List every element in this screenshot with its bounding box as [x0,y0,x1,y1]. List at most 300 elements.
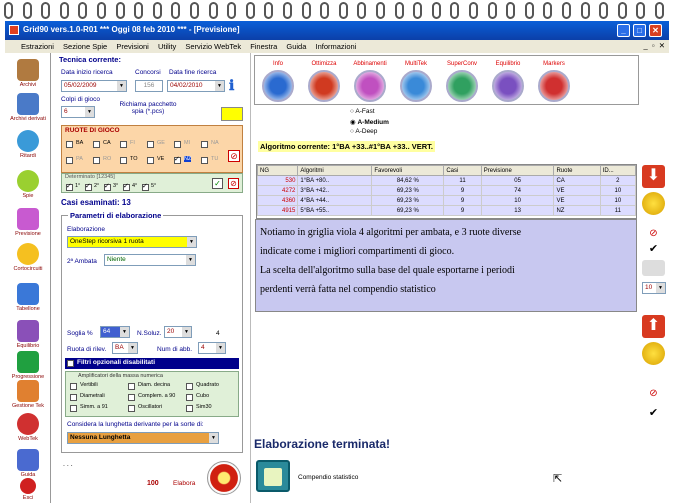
minimize-button[interactable]: _ [617,24,630,37]
archive-icon [17,93,39,115]
determinato-label-item: 4° [132,183,138,189]
spia-color-box[interactable] [221,107,243,121]
spiral-ring [506,2,515,19]
spiral-ring [562,2,571,19]
spiral-ring [599,2,608,19]
ruota-checkbox-ba[interactable] [66,141,73,148]
menu-previsioni[interactable]: Previsioni [116,42,149,51]
menu-guida[interactable]: Guida [286,42,307,51]
sidebar-label: Ritardi [20,153,36,159]
spiral-ring [78,2,87,19]
tool-markers[interactable] [532,61,576,102]
grid-column-header[interactable]: Previsione [481,166,554,176]
spiral-ring [264,2,273,19]
amplificatore-checkbox[interactable] [70,405,77,412]
tool-info[interactable] [256,61,300,102]
spiral-ring [302,2,311,19]
grid-cell: 05 [481,176,554,186]
spiral-ring [432,2,441,19]
ruota-label: MI [184,140,191,146]
data-fine-value: 04/02/2010 [170,82,203,89]
confirm-icon-2[interactable]: ✔ [648,407,659,419]
ambata2-value: Niente [107,256,126,263]
exit-icon [20,478,36,494]
sidebar-item-webtek[interactable] [8,413,48,442]
grid-cell: 69,23 % [372,206,444,216]
filtri-checkbox[interactable] [67,360,74,367]
title-bar [5,21,669,40]
spiral-ring [413,2,422,19]
determinato-panel [61,173,243,193]
ruote-title: RUOTE DI GIOCO [65,127,120,134]
tool-label: Info [272,61,283,67]
spiral-ring [134,2,143,19]
mode-label: A-Fast [355,108,375,115]
determinato-label-item: 5° [151,183,157,189]
amplificatore-label: Diametrali [80,393,105,399]
tool-label: Markers [543,61,565,67]
app-icon [9,25,19,35]
table-row[interactable] [258,186,636,196]
amplificatore-checkbox[interactable] [128,383,135,390]
spiral-ring [357,2,366,19]
amplificatore-label: Cubo [196,393,210,399]
sidebar-label: WebTek [18,436,38,442]
sidebar-item-ritardi[interactable] [8,130,48,159]
spiral-ring [60,2,69,19]
ruota-checkbox-nz[interactable] [174,157,181,164]
elaborazione-value: OneStep ricorsiva 1 ruota [70,238,144,245]
grid-cell: 3°BA +42.. [298,186,372,196]
sidebar-label: Cortocircuiti [13,266,43,272]
tool-abbinamenti[interactable] [348,61,392,102]
ruota-checkbox-fi[interactable] [120,141,127,148]
tool-label: MultiTek [404,61,427,67]
sidebar-item-esci[interactable] [8,478,48,501]
ruota-checkbox-ro[interactable] [93,157,100,164]
data-inizio-value: 05/02/2009 [64,82,97,89]
right-select[interactable] [642,282,666,294]
save-jar-icon[interactable] [642,192,665,215]
grid-cell: VE [554,196,600,206]
sidebar-item-guida[interactable] [8,449,48,478]
mode-label: A-Deep [355,128,378,135]
superconv-icon [446,70,478,102]
dots: . . . [63,461,73,468]
compendio-button[interactable] [256,460,290,492]
ruota-rilev-label: Ruota di rilev. [67,346,107,353]
soglia-select[interactable] [100,326,130,338]
sidebar-item-tabellone[interactable] [8,283,48,312]
web-icon [17,413,39,435]
algoritmo-corrente: Algoritmo corrente: 1°BA +33..#1°BA +33.. VERT. [260,142,433,151]
scales-icon [17,320,39,342]
spiral-ring [636,2,645,19]
spiral-ring [246,2,255,19]
nsoluz-select[interactable] [164,326,192,338]
amplificatori-checkboxes [66,372,240,418]
mode-option[interactable] [350,128,377,135]
book-icon [17,449,39,471]
amplificatore-checkbox[interactable] [186,394,193,401]
dollar-icon [17,351,39,373]
spiral-ring [450,2,459,19]
sidebar [5,53,51,503]
soglia-value: 64 [103,328,111,335]
grid-column-header[interactable]: Ruote [554,166,600,176]
ambata2-label: 2ª Ambata [67,258,97,265]
grid-column-header[interactable]: NG [258,166,298,176]
casi-esaminati: Casi esaminati: 13 [61,198,131,207]
ruota-label: TO [130,156,138,162]
elaborazione-select[interactable] [67,236,197,248]
menu-servizio-webtek[interactable]: Servizio WebTek [185,42,242,51]
multitek-icon [400,70,432,102]
compendio-label[interactable]: Compendio statistico [298,474,359,481]
data-inizio-field[interactable] [61,80,127,92]
num-abb-value: 4 [201,344,205,351]
close-button[interactable]: ✕ [649,24,662,37]
sidebar-label: Previsione [15,231,41,237]
load-jar-icon[interactable] [642,342,665,365]
form-panel [55,53,251,503]
check-all-icon[interactable]: ✓ [212,178,223,189]
status-text: Elaborazione terminata! [254,437,391,451]
sidebar-label: Esci [22,495,34,501]
binoculars-icon [17,170,39,192]
printer-icon[interactable] [642,260,665,276]
ruota-rilev-select[interactable] [112,342,138,354]
document-icon [264,468,282,486]
sidebar-label: Archivi derivati [10,116,46,122]
mouse-cursor-icon: ⇱ [553,473,563,485]
ruota-label: NZ [184,156,192,162]
nsoluz-label: N.Soluz. [137,330,162,337]
spiral-ring [525,2,534,19]
spiral-ring [618,2,627,19]
grid-cell: 9 [444,186,481,196]
info-icon[interactable]: ℹ [229,77,235,93]
sidebar-label: Archivi [19,82,37,88]
mode-option[interactable] [350,108,375,115]
arrow-up-button[interactable]: ⬆ [642,315,665,338]
amplificatore-checkbox[interactable] [70,394,77,401]
spiral-ring [227,2,236,19]
equilibrio-icon [492,70,524,102]
notebook-spiral [0,0,675,22]
sidebar-item-gestione-tek[interactable] [8,380,48,409]
parametri-title: Parametri di elaborazione [70,211,162,220]
markers-icon [538,70,570,102]
soglia-label: Soglia % [67,330,93,337]
ruota-label: GE [157,140,165,146]
spiral-ring [581,2,590,19]
amplificatore-checkbox[interactable] [128,405,135,412]
amplificatore-checkbox[interactable] [128,394,135,401]
tool-equilibrio[interactable] [486,61,530,102]
forecast-icon [17,208,39,230]
determinato-label-item: 3° [113,183,119,189]
num-abb-select[interactable] [198,342,226,354]
right-toolbar [640,160,670,503]
abbinamenti-icon [354,70,386,102]
section-title: Tecnica corrente: [59,55,121,64]
amplificatore-label: Quadrato [196,382,219,388]
filtri-bar[interactable] [65,358,239,369]
cancel-icon-2[interactable]: ⊘ [649,388,658,399]
tool-multitek[interactable] [394,61,438,102]
ruota-checkbox-tu[interactable] [201,157,208,164]
arrow-down-button[interactable]: ⬇ [642,165,665,188]
lunghetta-label: Considera la lunghetta derivante per la sorte di: [67,421,204,428]
ruota-label: RO [103,156,112,162]
data-fine-label: Data fine ricerca [169,69,217,76]
ruota-checkbox-mi[interactable] [174,141,181,148]
spiral-ring [395,2,404,19]
bottom-number: 100 [147,480,159,487]
data-inizio-label: Data inizio ricerca [61,69,113,76]
spiral-ring [41,2,50,19]
menu-sezione-spie[interactable]: Sezione Spie [63,42,108,51]
sidebar-label: Equilibrio [16,343,40,349]
ruota-checkbox-pa[interactable] [66,157,73,164]
clock-icon [17,130,39,152]
menu-utility[interactable]: Utility [157,42,177,51]
grid-column-header[interactable]: ID... [600,166,635,176]
menu-finestra[interactable]: Finestra [250,42,278,51]
concorsi-label: Concorsi [135,69,161,76]
radio-icon: ○ [350,108,356,115]
grid-cell: 13 [481,206,554,216]
maximize-button[interactable]: □ [633,24,646,37]
amplificatore-label: Diam. decina [138,382,171,388]
grid-cell: 10 [481,196,554,206]
ruota-checkbox-ca[interactable] [93,141,100,148]
ruota-label: FI [130,140,135,146]
grid-cell: 1°BA +80.. [298,176,372,186]
elabora-button[interactable] [207,461,241,495]
colpi-select[interactable] [61,106,95,118]
num-abb-label: Num di abb. [157,346,193,353]
mode-option[interactable] [350,118,389,126]
sidebar-item-archivi-derivati[interactable] [8,93,48,122]
sidebar-item-archivi[interactable] [8,59,48,88]
spiral-ring [209,2,218,19]
determinato-checkbox[interactable] [123,184,130,191]
determinato-label: Determinato [12345] [65,174,115,180]
spiral-ring [320,2,329,19]
amplificatore-label: Sim30 [196,404,212,410]
ruote-checkboxes [62,126,244,174]
table-row[interactable] [258,196,636,206]
grid-cell: 9 [444,196,481,206]
spiral-ring [171,2,180,19]
amplificatore-label: Vertibili [80,382,98,388]
clear-ruote-icon[interactable]: ⊘ [228,150,240,162]
grid-cell: 4915 [258,206,298,216]
grid-body [258,176,636,216]
amplificatore-label: Complem. a 90 [138,393,176,399]
amplificatore-checkbox[interactable] [186,383,193,390]
lunghetta-value: Nessuna Lunghetta [70,434,131,441]
sidebar-item-spie[interactable] [8,170,48,199]
grid-cell: 74 [481,186,554,196]
spiral-ring [339,2,348,19]
amplificatore-checkbox[interactable] [186,405,193,412]
ruota-label: CA [103,140,111,146]
algorithm-grid[interactable] [256,164,637,219]
grid-cell: 10 [600,196,635,206]
ruota-label: PA [76,156,83,162]
menu-estrazioni[interactable]: Estrazioni [21,42,54,51]
ruota-label: NA [211,140,219,146]
ruota-label: TU [211,156,219,162]
sidebar-label: Spie [22,193,34,199]
cancel-icon[interactable]: ⊘ [649,228,658,239]
radio-icon: ○ [350,128,356,135]
determinato-checkbox[interactable] [66,184,73,191]
data-fine-field[interactable] [167,80,225,92]
note-box [255,219,637,312]
grid-cell: 11 [600,206,635,216]
amplificatore-label: Simm. a 91 [80,404,108,410]
mdi-controls[interactable]: _ ▫ ✕ [643,41,665,50]
elaborazione-label: Elaborazione [67,226,105,233]
tools-icon [17,380,39,402]
bulb-icon [17,243,39,265]
table-row[interactable] [258,206,636,216]
sidebar-label: Guida [20,472,36,478]
grid-header [258,166,636,176]
amplificatore-label: Oscillatori [138,404,163,410]
right-select-value: 10 [645,284,653,291]
determinato-checkbox[interactable] [85,184,92,191]
grid-column-header[interactable]: Algoritmi [298,166,372,176]
ruote-panel [61,125,243,173]
sidebar-item-previsione[interactable] [8,208,48,237]
ruota-checkbox-na[interactable] [201,141,208,148]
grid-cell: 10 [600,186,635,196]
grid-column-header[interactable]: Favorevoli [372,166,444,176]
info-icon [262,70,294,102]
lunghetta-select[interactable] [67,432,219,444]
confirm-icon[interactable]: ✔ [648,243,659,255]
spiral-ring [153,2,162,19]
tool-label: Abbinamenti [353,61,387,67]
grid-cell: 2 [600,176,635,186]
tools-row [254,53,639,105]
spiral-ring [190,2,199,19]
tool-superconv[interactable] [440,61,484,102]
amplificatore-checkbox[interactable] [70,383,77,390]
grid-cell: 4272 [258,186,298,196]
grid-cell: VE [554,186,600,196]
ruota-checkbox-to[interactable] [120,157,127,164]
note-line: perdenti verrà fatta nel compendio statistico [260,284,436,295]
spiral-ring [4,2,13,19]
grid-cell: 4360 [258,196,298,206]
grid-cell: 84,62 % [372,176,444,186]
ruota-rilev-value: BA [115,344,124,351]
colpi-label: Colpi di gioco [61,96,101,103]
determinato-label-item: 1° [75,183,81,189]
spiral-ring [23,2,32,19]
grid-cell: 11 [444,176,481,186]
tool-label: SuperConv [446,61,478,67]
nsoluz-extra: 4 [216,330,220,337]
spiral-ring [655,2,664,19]
sidebar-item-cortocircuiti[interactable] [8,243,48,272]
sidebar-label: Gestione Tek [11,403,44,409]
menu-bar [5,40,669,53]
richiama-label[interactable]: Richiama pacchetto spia (*.pcs) [119,101,177,115]
sidebar-label: Progressione [11,374,45,380]
radio-icon: ◉ [350,119,358,126]
pencil-icon [17,59,39,81]
grid-cell: 69,23 % [372,196,444,206]
ruota-label: VE [157,156,165,162]
nsoluz-value: 20 [167,328,175,335]
amplificatori-panel [65,371,239,417]
spiral-ring [376,2,385,19]
sidebar-item-equilibrio[interactable] [8,320,48,349]
note-line: La scelta dell'algoritmo sulla base del quale esportarne i periodi [260,265,515,276]
spiral-ring [283,2,292,19]
ruota-checkbox-ge[interactable] [147,141,154,148]
ambata2-select[interactable] [104,254,196,266]
spiral-ring [97,2,106,19]
table-icon [17,283,39,305]
concorsi-field[interactable]: 156 [135,80,163,92]
tool-label: Equilibrio [495,61,521,67]
ruota-checkbox-ve[interactable] [147,157,154,164]
colpi-value: 6 [64,108,68,115]
note-line: Notiamo in griglia viola 4 algoritmi per ambata, e 3 ruote diverse [260,227,522,238]
parametri-panel [61,211,243,453]
note-line: indicate come i migliori compartimenti di gioco. [260,246,455,257]
determinato-checkbox[interactable] [142,184,149,191]
window-title: Grid90 vers.1.0-R01 *** Oggi 08 feb 2010 *** - [Previsione] [23,25,240,34]
determinato-label-item: 2° [94,183,100,189]
ottimizza-icon [308,70,340,102]
spiral-ring [116,2,125,19]
sidebar-label: Tabellone [16,306,40,312]
amplificatori-title: Amplificatori della massa numerica [78,373,163,379]
grid-cell: 4°BA +44.. [298,196,372,206]
clear-determinato-icon[interactable]: ⊘ [228,178,239,189]
sidebar-item-progressione[interactable] [8,351,48,380]
grid-cell: NZ [554,206,600,216]
spiral-ring [543,2,552,19]
spiral-ring [488,2,497,19]
grid-cell: 9 [444,206,481,216]
spiral-ring [469,2,478,19]
grid-cell: 530 [258,176,298,186]
grid-cell: CA [554,176,600,186]
grid-column-header[interactable]: Casi [444,166,481,176]
tool-label: Ottimizza [311,61,337,67]
mode-label: A-Medium [357,119,389,126]
determinato-checkbox[interactable] [104,184,111,191]
menu-informazioni[interactable]: Informazioni [315,42,357,51]
ruota-label: BA [76,140,84,146]
grid-cell: 5°BA +55.. [298,206,372,216]
grid-cell: 69,23 % [372,186,444,196]
tool-ottimizza[interactable] [302,61,346,102]
elabora-label: Elabora [173,480,196,487]
filtri-label: Filtri opzionali disabilitati [77,359,156,366]
table-row[interactable] [258,176,636,186]
